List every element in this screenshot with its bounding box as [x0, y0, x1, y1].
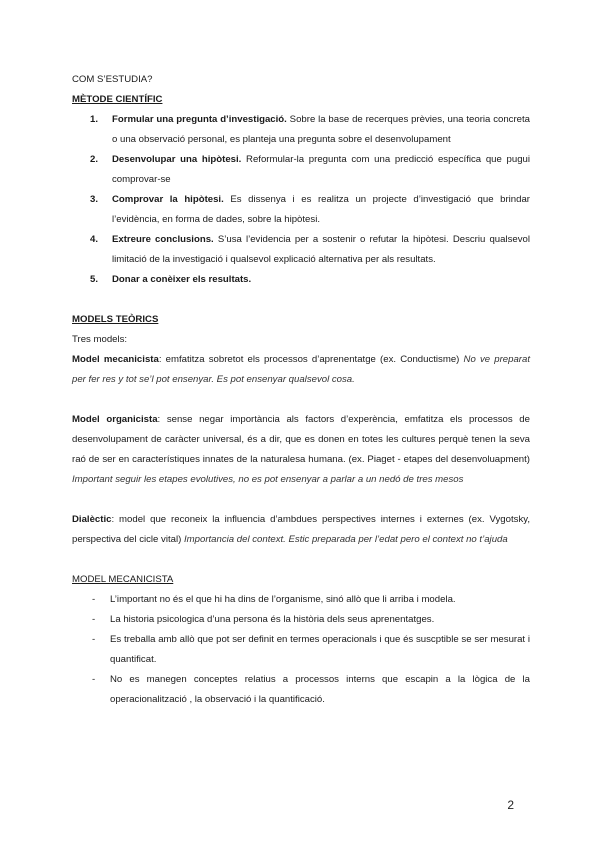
step-number: 5. — [90, 274, 99, 285]
list-item: - Es treballa amb allò que pot ser definit en termes operacionals i que és suscptible se ser mesurat i quantificat. — [92, 634, 530, 665]
list-item-text: La historia psicologica d’una persona és la història dels seus aprenentatges. — [110, 614, 435, 625]
step-text: Es dissenya i es realitza un projecte d’investigació que brindar l’evidència, en forma de dades, sobre la hipòtesi. — [112, 194, 530, 225]
metode-heading: MÈTODE CIENTÍFIC — [72, 94, 163, 105]
step-title: Desenvolupar una hipòtesi. — [112, 154, 242, 165]
step-text: Sobre la base de recerques prèvies, una teoria concreta o una observació personal, es planteja una pregunta sobre el desenvolupament — [112, 114, 530, 145]
step-number: 1. — [90, 114, 99, 125]
intro-title: COM S’ESTUDIA? — [72, 74, 153, 85]
list-item: - La historia psicologica d’una persona és la història dels seus aprenentatges. — [92, 614, 435, 625]
model-organicista-paragraph — [72, 410, 530, 490]
step-number: 2. — [90, 154, 99, 165]
mecanicista-section-heading: MODEL MECANICISTA — [72, 574, 174, 585]
list-item — [72, 150, 530, 190]
model-text: : model que reconeix la influencia d’ambdues perspectives internes i externes (ex. Vygotsky, perspectiva del cicle vital) — [72, 514, 530, 545]
model-mecanicista-paragraph — [72, 350, 530, 390]
method-steps-list — [72, 110, 530, 290]
list-item — [72, 230, 530, 270]
step-title: Formular una pregunta d’investigació. — [112, 114, 287, 125]
list-item — [72, 270, 530, 290]
step-title: Comprovar la hipòtesi. — [112, 194, 224, 205]
model-note: Important seguir les etapes evolutives, no es pot ensenyar a parlar a un nedó de tres mesos — [72, 474, 464, 485]
model-note: No ve preparat per fer res y tot se’l pot ensenyar. Es pot ensenyar qualsevol cosa. — [72, 354, 530, 385]
list-item-text: L’important no és el que hi ha dins de l’organisme, sinó allò que li arriba i modela. — [110, 594, 456, 605]
list-item — [72, 190, 530, 230]
model-note: Importancia del context. Estic preparada per l’edat pero el context no t’ajuda — [183, 534, 508, 545]
step-text: S’usa l’evidencia per a sostenir o refutar la hipòtesi. Descriu qualsevol limitació de la investigació i qualsevol explicació alternativa per als resultats. — [112, 234, 530, 265]
step-title: Extreure conclusions. — [112, 234, 214, 245]
list-item — [72, 110, 530, 150]
list-item: - No es manegen conceptes relatius a processos interns que escapin a la lògica de la operacionalització , la observació i la quantificació. — [92, 674, 530, 705]
mecanicista-list — [72, 590, 530, 710]
model-dialectic-paragraph — [72, 510, 530, 550]
step-text: Reformular-la pregunta com una predicció específica que pugui comprovar-se — [112, 154, 530, 185]
model-text: : emfatitza sobretot els processos d’aprenentatge (ex. Conductisme) — [158, 354, 464, 365]
document-body — [72, 70, 530, 710]
list-item-text: No es manegen conceptes relatius a processos interns que escapin a la lògica de la operacionalització , la observació i la quantificació. — [110, 674, 530, 705]
step-number: 4. — [90, 234, 99, 245]
models-intro: Tres models: — [72, 334, 128, 345]
model-label: Model mecanicista — [72, 354, 159, 365]
model-label: Model organicista — [72, 414, 158, 425]
models-heading: MODELS TEÒRICS — [72, 314, 159, 325]
step-title: Donar a conèixer els resultats. — [112, 274, 252, 285]
step-number: 3. — [90, 194, 99, 205]
list-item: - L’important no és el que hi ha dins de l’organisme, sinó allò que li arriba i modela. — [92, 594, 456, 605]
list-item-text: Es treballa amb allò que pot ser definit en termes operacionals i que és suscptible se ser mesurat i quantificat. — [110, 634, 530, 665]
page-number: 2 — [507, 798, 514, 812]
model-label: Dialèctic — [72, 514, 112, 525]
model-text: : sense negar importància als factors d’experència, emfatitza els processos de desenvolupament de caràcter universal, és a dir, que es donen en totes les cultures perquè tenen la seva raó de ser en característiques innates de la naturalesa humana. (ex. Piaget - etapes del desenvoluapment) — [72, 414, 530, 465]
